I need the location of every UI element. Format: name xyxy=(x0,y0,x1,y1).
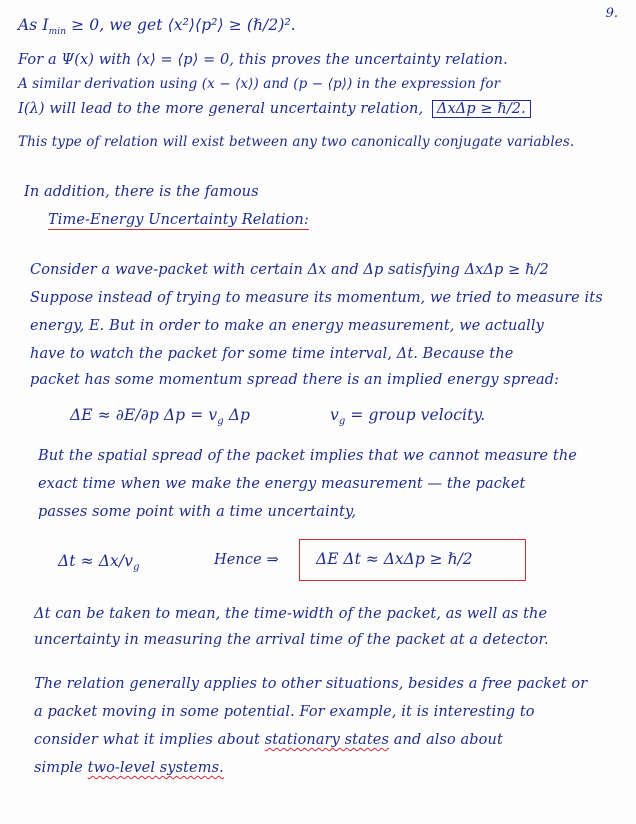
line-4 xyxy=(18,100,531,118)
group-velocity-definition xyxy=(330,406,485,427)
line-6: In addition, there is the famous xyxy=(24,184,259,200)
general-uncertainty-box: ΔxΔp ≥ ℏ/2. xyxy=(432,100,531,118)
line-20: The relation generally applies to other situations, besides a free packet or xyxy=(34,676,588,692)
time-energy-relation: ΔE Δt ≈ ΔxΔp ≥ ℏ/2 xyxy=(316,550,473,568)
line-18: Δt can be taken to mean, the time-width of the packet, as well as the xyxy=(34,606,548,622)
line-16: passes some point with a time uncertainty, xyxy=(38,504,357,520)
line-1 xyxy=(18,16,296,37)
line-2: For a Ψ(x) with ⟨x⟩ = ⟨p⟩ = 0, this proves the uncertainty relation. xyxy=(18,52,508,68)
line-1-sub: min xyxy=(48,27,67,38)
line-14: But the spatial spread of the packet implies that we cannot measure the xyxy=(38,448,577,464)
gv-sub: g xyxy=(338,416,346,428)
section-heading xyxy=(48,212,309,228)
hence-arrow-text: Hence ⇒ xyxy=(214,552,279,568)
line-22 xyxy=(34,732,503,748)
eq-2-sub: g xyxy=(133,562,140,574)
eq-1-a: ΔE ≈ ∂E/∂p Δp = v xyxy=(70,406,218,424)
eq-1-b: Δp xyxy=(228,406,251,424)
eq-1-sub: g xyxy=(217,416,224,428)
line-8: Consider a wave-packet with certain Δx and Δp satisfying ΔxΔp ≥ ℏ/2 xyxy=(30,262,549,278)
line-1-a: As I xyxy=(18,16,49,34)
energy-spread-equation xyxy=(70,406,250,427)
time-uncertainty-equation xyxy=(58,552,140,573)
line-19: uncertainty in measuring the arrival time of the packet at a detector. xyxy=(34,632,549,648)
line-10: energy, E. But in order to make an energy measurement, we actually xyxy=(30,318,544,334)
line-22-c: and also about xyxy=(393,732,503,748)
line-23 xyxy=(34,760,224,776)
two-level-systems-emphasis: two-level systems. xyxy=(87,760,224,776)
eq-2-a: Δt ≈ Δx/v xyxy=(58,552,134,570)
line-1-b: ≥ 0, we get ⟨x²⟩⟨p²⟩ ≥ (ℏ/2)². xyxy=(71,16,296,34)
line-15: exact time when we make the energy measurement — the packet xyxy=(38,476,526,492)
line-22-a: consider what it implies about xyxy=(34,732,260,748)
line-3: A similar derivation using (x − ⟨x⟩) and (p − ⟨p⟩) in the expression for xyxy=(18,76,501,92)
line-5: This type of relation will exist between any two canonically conjugate variables. xyxy=(18,134,575,150)
line-21: a packet moving in some potential. For example, it is interesting to xyxy=(34,704,535,720)
line-11: have to watch the packet for some time interval, Δt. Because the xyxy=(30,346,514,362)
line-12: packet has some momentum spread there is an implied energy spread: xyxy=(30,372,560,388)
section-heading-text: Time-Energy Uncertainty Relation: xyxy=(48,212,309,228)
gv-v: v xyxy=(330,406,339,424)
stationary-states-emphasis: stationary states xyxy=(264,732,389,748)
time-energy-relation-box xyxy=(299,539,526,581)
line-9: Suppose instead of trying to measure its momentum, we tried to measure its xyxy=(30,290,603,306)
line-23-a: simple xyxy=(34,760,83,776)
gv-text: = group velocity. xyxy=(350,406,486,424)
line-4-text: I(λ) will lead to the more general uncertainty relation, xyxy=(18,101,424,117)
page-number: 9. xyxy=(605,6,618,21)
